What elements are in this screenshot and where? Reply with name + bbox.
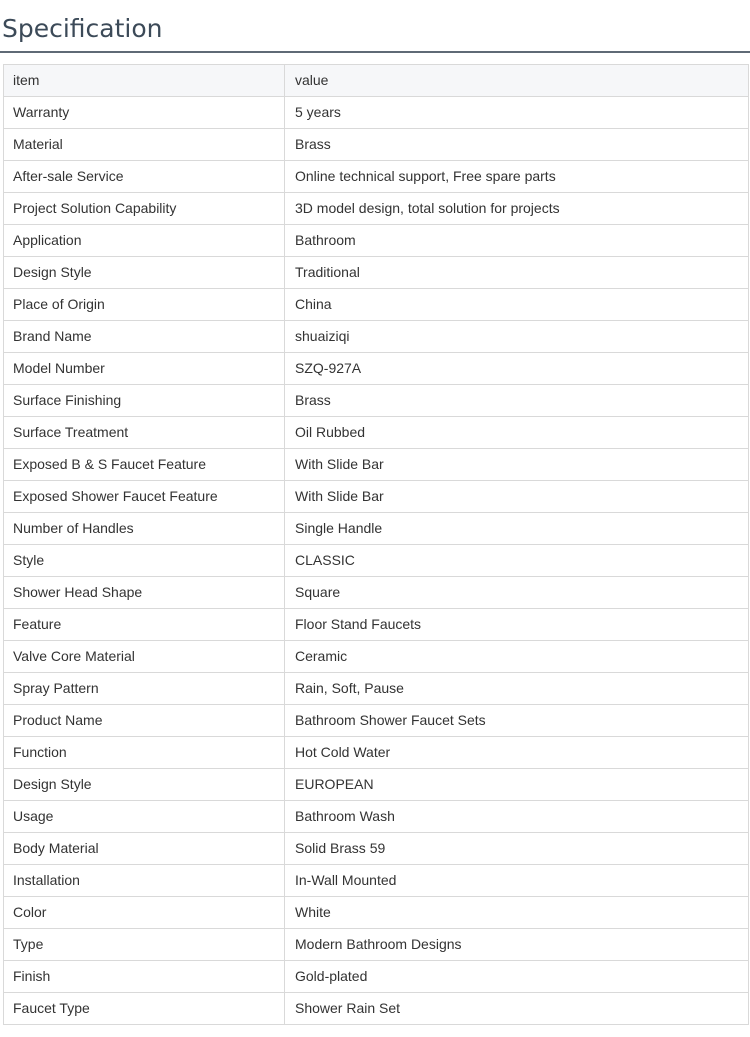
- table-row: [4, 97, 749, 129]
- table-row: [4, 321, 749, 353]
- spec-key-cell: Model Number: [4, 353, 285, 385]
- spec-key-cell: Project Solution Capability: [4, 193, 285, 225]
- spec-value-cell: In-Wall Mounted: [285, 865, 749, 897]
- spec-key-cell: Exposed B & S Faucet Feature: [4, 449, 285, 481]
- table-row: [4, 737, 749, 769]
- spec-value-cell: SZQ-927A: [285, 353, 749, 385]
- spec-value-cell: Ceramic: [285, 641, 749, 673]
- column-header-value: value: [285, 65, 749, 97]
- spec-value-cell: Hot Cold Water: [285, 737, 749, 769]
- spec-key-cell: Usage: [4, 801, 285, 833]
- spec-key-cell: Valve Core Material: [4, 641, 285, 673]
- spec-key-cell: Application: [4, 225, 285, 257]
- spec-value-cell: With Slide Bar: [285, 449, 749, 481]
- table-row: [4, 513, 749, 545]
- table-row: [4, 961, 749, 993]
- spec-value-cell: Brass: [285, 385, 749, 417]
- column-header-item: item: [4, 65, 285, 97]
- table-row: [4, 353, 749, 385]
- spec-value-cell: China: [285, 289, 749, 321]
- page-title: Specification: [2, 14, 163, 43]
- spec-value-cell: EUROPEAN: [285, 769, 749, 801]
- spec-value-cell: Rain, Soft, Pause: [285, 673, 749, 705]
- table-row: [4, 641, 749, 673]
- table-row: [4, 673, 749, 705]
- spec-value-cell: With Slide Bar: [285, 481, 749, 513]
- spec-key-cell: Type: [4, 929, 285, 961]
- spec-key-cell: After-sale Service: [4, 161, 285, 193]
- spec-value-cell: shuaiziqi: [285, 321, 749, 353]
- spec-value-cell: Single Handle: [285, 513, 749, 545]
- spec-key-cell: Brand Name: [4, 321, 285, 353]
- spec-value-cell: 3D model design, total solution for projects: [285, 193, 749, 225]
- specification-table-body: [4, 65, 749, 1025]
- spec-value-cell: Gold-plated: [285, 961, 749, 993]
- spec-key-cell: Color: [4, 897, 285, 929]
- table-row: [4, 481, 749, 513]
- spec-key-cell: Faucet Type: [4, 993, 285, 1025]
- spec-key-cell: Place of Origin: [4, 289, 285, 321]
- spec-value-cell: Online technical support, Free spare parts: [285, 161, 749, 193]
- spec-value-cell: Brass: [285, 129, 749, 161]
- spec-value-cell: Shower Rain Set: [285, 993, 749, 1025]
- spec-key-cell: Style: [4, 545, 285, 577]
- table-header-row: [4, 65, 749, 97]
- specification-table: [3, 64, 749, 1025]
- spec-value-cell: White: [285, 897, 749, 929]
- spec-key-cell: Material: [4, 129, 285, 161]
- spec-key-cell: Product Name: [4, 705, 285, 737]
- spec-value-cell: Solid Brass 59: [285, 833, 749, 865]
- spec-value-cell: Square: [285, 577, 749, 609]
- table-row: [4, 289, 749, 321]
- table-row: [4, 225, 749, 257]
- table-row: [4, 897, 749, 929]
- spec-key-cell: Function: [4, 737, 285, 769]
- spec-key-cell: Feature: [4, 609, 285, 641]
- spec-key-cell: Surface Treatment: [4, 417, 285, 449]
- spec-value-cell: Floor Stand Faucets: [285, 609, 749, 641]
- table-row: [4, 161, 749, 193]
- table-row: [4, 385, 749, 417]
- table-row: [4, 545, 749, 577]
- spec-value-cell: CLASSIC: [285, 545, 749, 577]
- spec-key-cell: Finish: [4, 961, 285, 993]
- spec-value-cell: Traditional: [285, 257, 749, 289]
- spec-key-cell: Number of Handles: [4, 513, 285, 545]
- spec-value-cell: Bathroom Shower Faucet Sets: [285, 705, 749, 737]
- table-row: [4, 833, 749, 865]
- spec-key-cell: Surface Finishing: [4, 385, 285, 417]
- spec-key-cell: Shower Head Shape: [4, 577, 285, 609]
- spec-key-cell: Design Style: [4, 257, 285, 289]
- table-row: [4, 929, 749, 961]
- table-row: [4, 705, 749, 737]
- spec-key-cell: Installation: [4, 865, 285, 897]
- table-row: [4, 801, 749, 833]
- table-row: [4, 865, 749, 897]
- spec-key-cell: Body Material: [4, 833, 285, 865]
- table-row: [4, 449, 749, 481]
- spec-value-cell: Modern Bathroom Designs: [285, 929, 749, 961]
- section-header: [0, 0, 750, 53]
- table-row: [4, 129, 749, 161]
- table-row: [4, 417, 749, 449]
- table-row: [4, 993, 749, 1025]
- table-row: [4, 609, 749, 641]
- spec-value-cell: Oil Rubbed: [285, 417, 749, 449]
- spec-key-cell: Warranty: [4, 97, 285, 129]
- table-row: [4, 769, 749, 801]
- spec-key-cell: Spray Pattern: [4, 673, 285, 705]
- spec-key-cell: Design Style: [4, 769, 285, 801]
- spec-value-cell: 5 years: [285, 97, 749, 129]
- spec-key-cell: Exposed Shower Faucet Feature: [4, 481, 285, 513]
- table-row: [4, 193, 749, 225]
- spec-value-cell: Bathroom: [285, 225, 749, 257]
- spec-value-cell: Bathroom Wash: [285, 801, 749, 833]
- table-row: [4, 257, 749, 289]
- table-row: [4, 577, 749, 609]
